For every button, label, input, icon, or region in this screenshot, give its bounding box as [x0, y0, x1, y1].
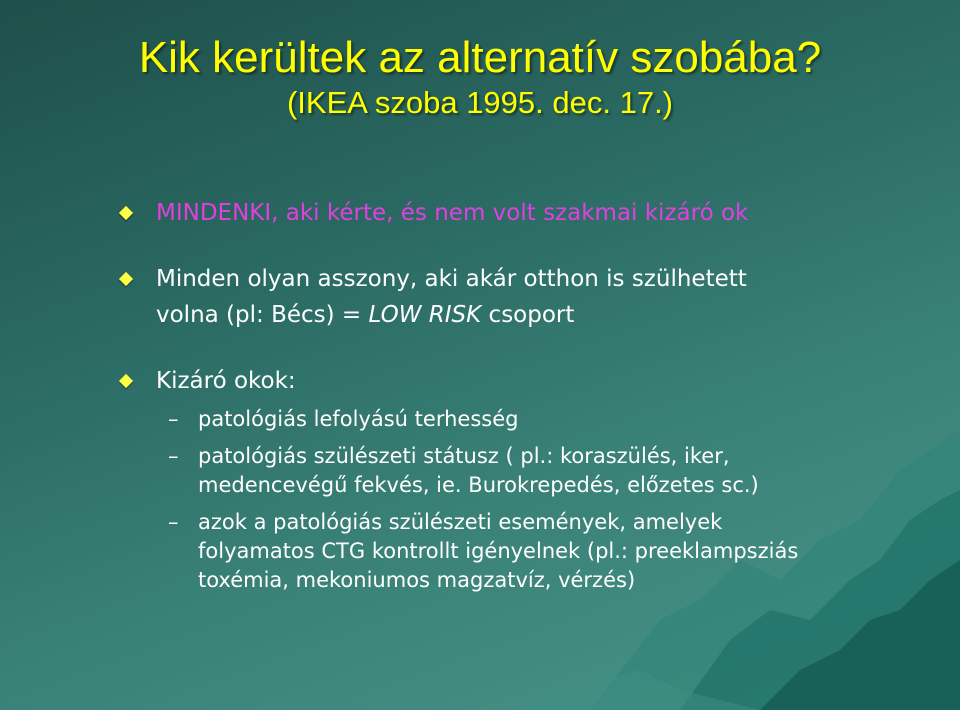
sub-bullet-line: folyamatos CTG kontrollt igényelnek (pl.: preeklampsziás	[198, 539, 799, 563]
sub-bullet-line: azok a patológiás szülészeti események, amelyek	[198, 510, 723, 534]
bullet-item	[115, 363, 905, 595]
title-subtitle: (IKEA szoba 1995. dec. 17.)	[286, 85, 674, 120]
sub-bullet-list	[156, 405, 905, 595]
bullet-text-line	[156, 297, 905, 333]
diamond-bullet-icon	[119, 272, 133, 286]
bullet-item	[115, 195, 905, 231]
title-main: Kik kerültek az alternatív szobába?	[138, 33, 822, 82]
sub-bullet-line: toxémia, mekoniumos magzatvíz, vérzés)	[198, 568, 636, 592]
bullet-text-suffix: csoport	[481, 302, 575, 328]
bullet-text: Kizáró okok:	[156, 368, 296, 394]
bullet-list	[115, 195, 905, 603]
slide-title	[0, 30, 960, 120]
sub-bullet-item	[156, 442, 905, 500]
dash-bullet: –	[168, 407, 179, 431]
sub-bullet-line: patológiás lefolyású terhesség	[198, 407, 519, 431]
bullet-item	[115, 261, 905, 333]
sub-bullet-line: medencevégű fekvés, ie. Burokrepedés, előzetes sc.)	[198, 473, 759, 497]
bullet-text-line: Minden olyan asszony, aki akár otthon is szülhetett	[156, 266, 747, 292]
bullet-text-prefix: volna (pl: Bécs) =	[156, 302, 369, 328]
bullet-text: MINDENKI, aki kérte, és nem volt szakmai kizáró ok	[156, 200, 749, 226]
sub-bullet-line: patológiás szülészeti státusz ( pl.: koraszülés, iker,	[198, 444, 730, 468]
sub-bullet-item	[156, 405, 905, 434]
sub-bullet-item	[156, 508, 905, 595]
diamond-bullet-icon	[119, 206, 133, 220]
dash-bullet: –	[168, 444, 179, 468]
dash-bullet: –	[168, 510, 179, 534]
low-risk-emphasis: LOW RISK	[368, 302, 482, 328]
diamond-bullet-icon	[119, 374, 133, 388]
